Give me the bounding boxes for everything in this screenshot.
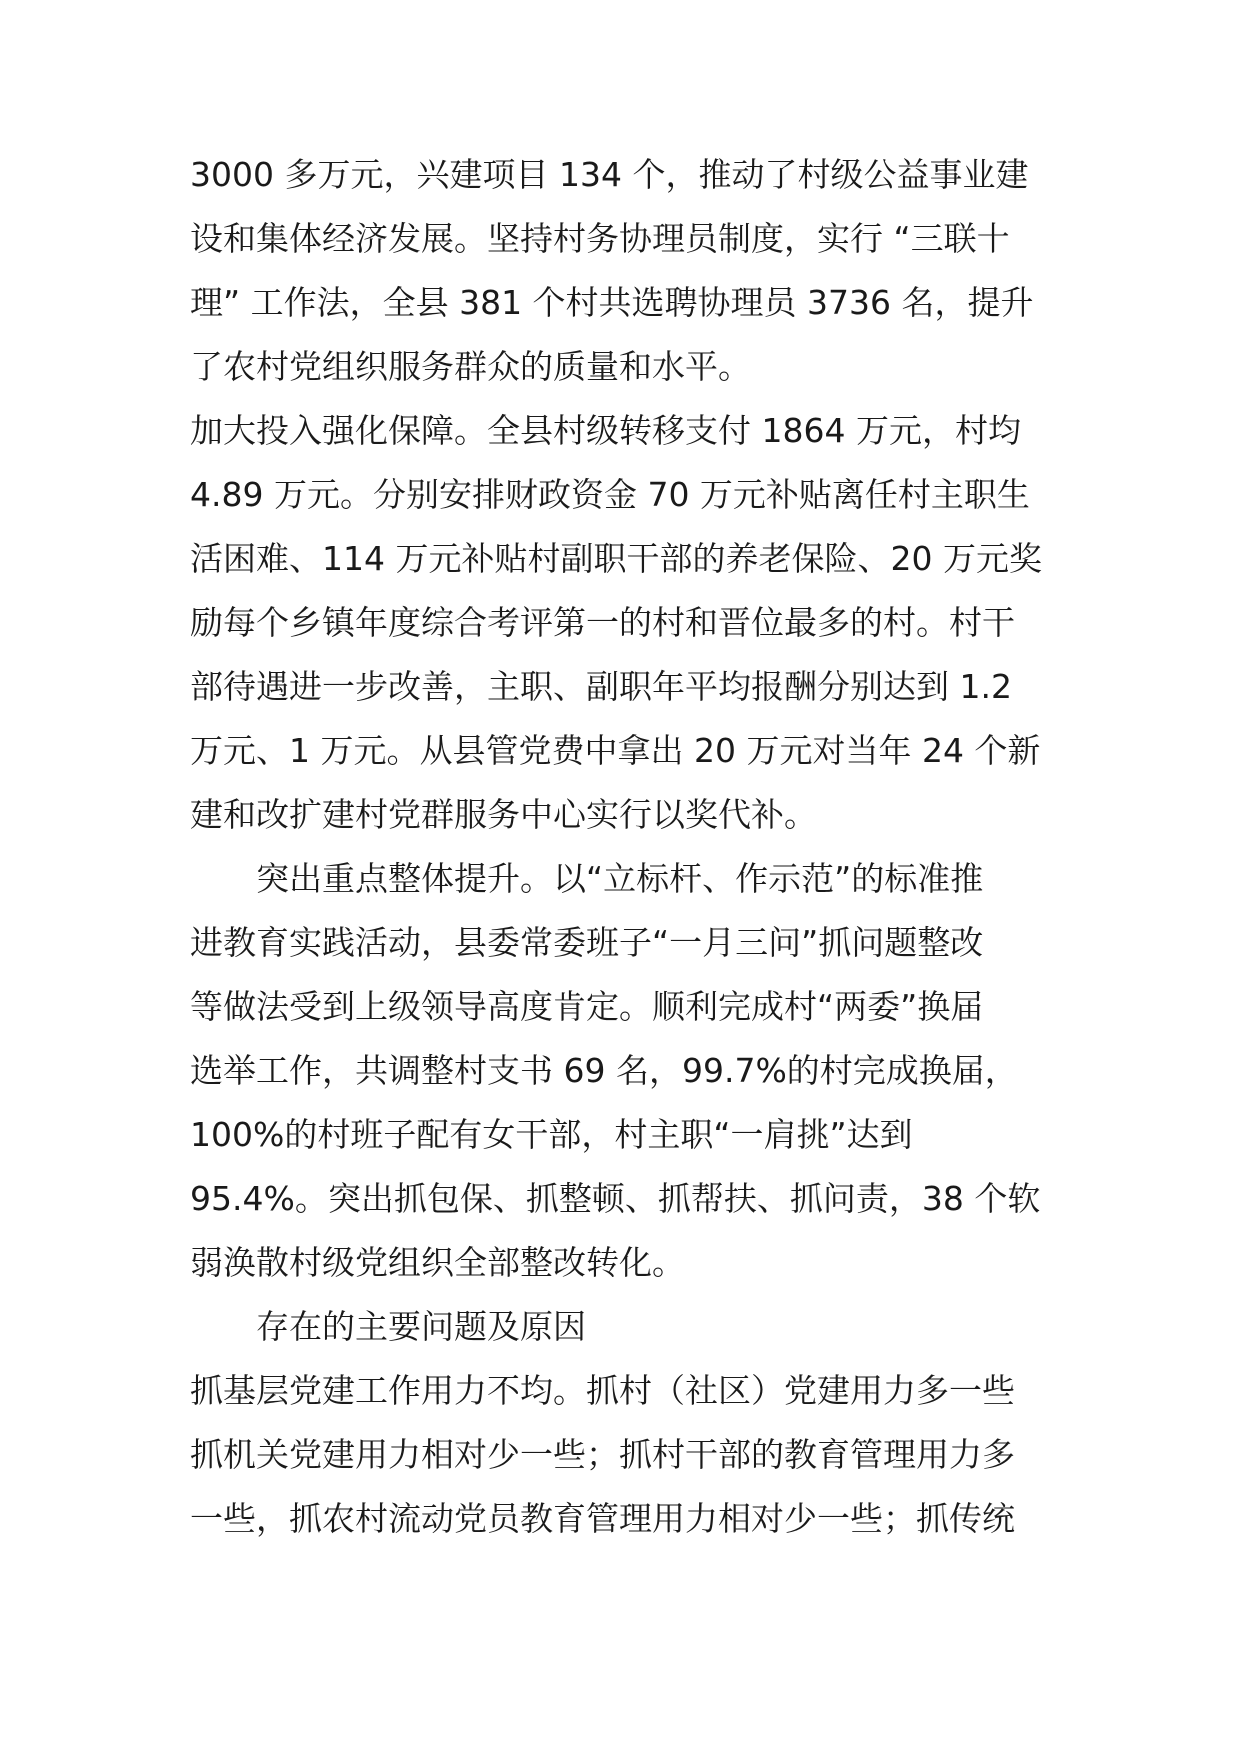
text-line: 万元、1 万元。从县管党费中拿出 20 万元对当年 24 个新 bbox=[190, 731, 1041, 770]
text-line: 4.89 万元。分别安排财政资金 70 万元补贴离任村主职生 bbox=[190, 475, 1030, 514]
text-line: 了农村党组织服务群众的质量和水平。 bbox=[190, 347, 751, 386]
text-line: 设和集体经济发展。坚持村务协理员制度，实行 “三联十 bbox=[190, 219, 1010, 258]
text-line: 理” 工作法，全县 381 个村共选聘协理员 3736 名，提升 bbox=[190, 283, 1034, 322]
section-heading: 存在的主要问题及原因 bbox=[256, 1307, 586, 1346]
text-line: 部待遇进一步改善，主职、副职年平均报酬分别达到 1.2 bbox=[190, 667, 1012, 706]
text-line: 励每个乡镇年度综合考评第一的村和晋位最多的村。村干 bbox=[190, 603, 1015, 642]
text-line: 抓机关党建用力相对少一些；抓村干部的教育管理用力多 bbox=[190, 1435, 1015, 1474]
text-line: 进教育实践活动，县委常委班子“一月三问”抓问题整改 bbox=[190, 923, 984, 962]
text-line: 100%的村班子配有女干部，村主职“一肩挑”达到 bbox=[190, 1115, 913, 1154]
text-line: 活困难、114 万元补贴村副职干部的养老保险、20 万元奖 bbox=[190, 539, 1042, 578]
text-line: 3000 多万元，兴建项目 134 个，推动了村级公益事业建 bbox=[190, 155, 1029, 194]
text-line: 弱涣散村级党组织全部整改转化。 bbox=[190, 1243, 685, 1282]
text-line: 一些，抓农村流动党员教育管理用力相对少一些；抓传统 bbox=[190, 1499, 1015, 1538]
text-line: 等做法受到上级领导高度肯定。顺利完成村“两委”换届 bbox=[190, 987, 984, 1026]
text-line: 建和改扩建村党群服务中心实行以奖代补。 bbox=[190, 795, 817, 834]
text-line: 选举工作，共调整村支书 69 名，99.7%的村完成换届， bbox=[190, 1051, 1018, 1090]
text-line: 抓基层党建工作用力不均。抓村（社区）党建用力多一些 bbox=[190, 1371, 1015, 1410]
text-line: 95.4%。突出抓包保、抓整顿、抓帮扶、抓问责，38 个软 bbox=[190, 1179, 1041, 1218]
text-line: 加大投入强化保障。全县村级转移支付 1864 万元，村均 bbox=[190, 411, 1021, 450]
text-line: 突出重点整体提升。以“立标杆、作示范”的标准推 bbox=[256, 859, 984, 898]
